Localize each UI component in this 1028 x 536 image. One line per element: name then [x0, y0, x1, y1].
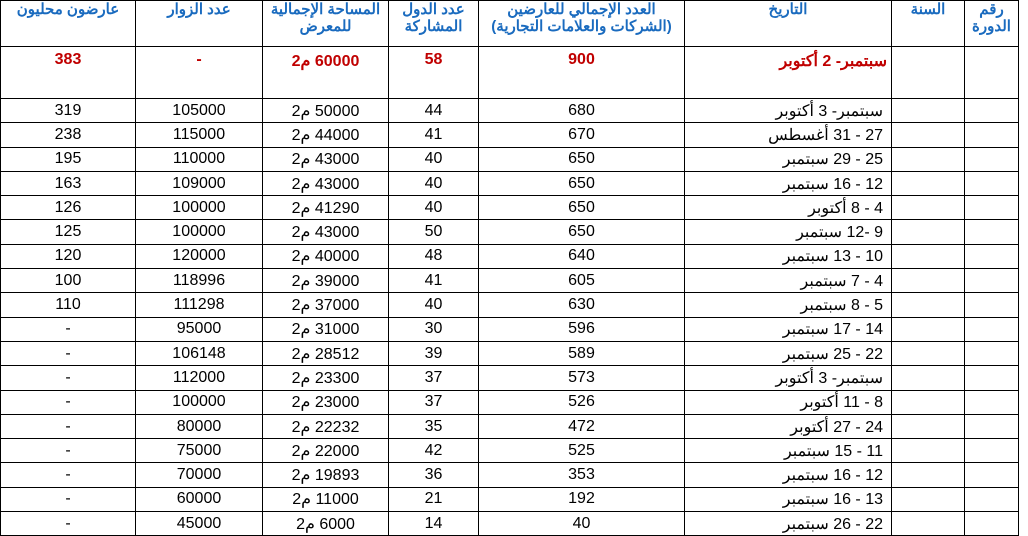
cell-date: سبتمبر- 2 أكتوبر [685, 47, 892, 99]
cell-session-no [965, 366, 1019, 390]
cell-area: 60000 م2 [263, 47, 389, 99]
cell-countries: 58 [389, 47, 479, 99]
cell-session-no [965, 244, 1019, 268]
cell-year [892, 171, 965, 195]
cell-session-no [965, 341, 1019, 365]
cell-exhibitors-total: 650 [479, 220, 685, 244]
cell-area: 6000 م2 [263, 512, 389, 536]
cell-year [892, 147, 965, 171]
cell-year [892, 220, 965, 244]
header-session-no: رقم الدورة [965, 1, 1019, 47]
cell-area: 50000 م2 [263, 99, 389, 123]
cell-visitors: - [136, 47, 263, 99]
cell-date: 25 - 29 سبتمبر [685, 147, 892, 171]
cell-visitors: 80000 [136, 414, 263, 438]
table-row [1, 414, 1019, 438]
table-row [1, 439, 1019, 463]
cell-session-no [965, 99, 1019, 123]
cell-countries: 40 [389, 196, 479, 220]
cell-session-no [965, 439, 1019, 463]
cell-visitors: 100000 [136, 220, 263, 244]
cell-visitors: 100000 [136, 196, 263, 220]
cell-exhibitors-total: 472 [479, 414, 685, 438]
cell-visitors: 105000 [136, 99, 263, 123]
cell-local-exhibitors: - [1, 414, 136, 438]
cell-exhibitors-total: 605 [479, 269, 685, 293]
cell-visitors: 109000 [136, 171, 263, 195]
cell-session-no [965, 171, 1019, 195]
highlight-row [1, 47, 1019, 99]
cell-year [892, 293, 965, 317]
cell-exhibitors-total: 650 [479, 196, 685, 220]
cell-countries: 36 [389, 463, 479, 487]
cell-visitors: 75000 [136, 439, 263, 463]
cell-year [892, 196, 965, 220]
cell-area: 44000 م2 [263, 123, 389, 147]
cell-session-no [965, 196, 1019, 220]
cell-countries: 50 [389, 220, 479, 244]
cell-countries: 37 [389, 390, 479, 414]
cell-date: 4 - 7 سبتمبر [685, 269, 892, 293]
cell-countries: 39 [389, 341, 479, 365]
table-row [1, 512, 1019, 536]
table-row [1, 99, 1019, 123]
cell-date: 8 - 11 أكتوبر [685, 390, 892, 414]
cell-year [892, 123, 965, 147]
cell-session-no [965, 293, 1019, 317]
cell-local-exhibitors: 163 [1, 171, 136, 195]
cell-visitors: 45000 [136, 512, 263, 536]
table-row [1, 341, 1019, 365]
header-row [1, 1, 1019, 47]
cell-exhibitors-total: 640 [479, 244, 685, 268]
cell-session-no [965, 512, 1019, 536]
cell-local-exhibitors: - [1, 390, 136, 414]
table-row [1, 244, 1019, 268]
cell-visitors: 118996 [136, 269, 263, 293]
cell-visitors: 115000 [136, 123, 263, 147]
cell-exhibitors-total: 650 [479, 171, 685, 195]
cell-year [892, 366, 965, 390]
cell-year [892, 244, 965, 268]
cell-date: 14 - 17 سبتمبر [685, 317, 892, 341]
table-row [1, 390, 1019, 414]
cell-exhibitors-total: 596 [479, 317, 685, 341]
header-local-exhibitors: عارضون محليون [1, 1, 136, 47]
cell-visitors: 106148 [136, 341, 263, 365]
cell-countries: 48 [389, 244, 479, 268]
cell-session-no [965, 390, 1019, 414]
cell-local-exhibitors: - [1, 317, 136, 341]
cell-countries: 14 [389, 512, 479, 536]
header-date: التاريخ [685, 1, 892, 47]
cell-session-no [965, 123, 1019, 147]
table-row [1, 196, 1019, 220]
cell-session-no [965, 269, 1019, 293]
cell-countries: 30 [389, 317, 479, 341]
cell-area: 43000 م2 [263, 147, 389, 171]
cell-area: 40000 م2 [263, 244, 389, 268]
cell-countries: 40 [389, 147, 479, 171]
cell-year [892, 463, 965, 487]
cell-area: 19893 م2 [263, 463, 389, 487]
cell-exhibitors-total: 353 [479, 463, 685, 487]
cell-year [892, 439, 965, 463]
cell-exhibitors-total: 630 [479, 293, 685, 317]
cell-date: 12 - 16 سبتمبر [685, 463, 892, 487]
cell-visitors: 120000 [136, 244, 263, 268]
cell-year [892, 341, 965, 365]
cell-session-no [965, 47, 1019, 99]
header-countries: عدد الدول المشاركة [389, 1, 479, 47]
header-visitors: عدد الزوار [136, 1, 263, 47]
cell-exhibitors-total: 525 [479, 439, 685, 463]
cell-date: 27 - 31 أغسطس [685, 123, 892, 147]
cell-date: 22 - 25 سبتمبر [685, 341, 892, 365]
cell-area: 23300 م2 [263, 366, 389, 390]
cell-local-exhibitors: 383 [1, 47, 136, 99]
cell-local-exhibitors: 125 [1, 220, 136, 244]
cell-local-exhibitors: - [1, 512, 136, 536]
table-row [1, 269, 1019, 293]
cell-year [892, 512, 965, 536]
cell-exhibitors-total: 589 [479, 341, 685, 365]
cell-area: 37000 م2 [263, 293, 389, 317]
cell-countries: 37 [389, 366, 479, 390]
cell-local-exhibitors: 100 [1, 269, 136, 293]
cell-area: 11000 م2 [263, 487, 389, 511]
cell-visitors: 95000 [136, 317, 263, 341]
table-row [1, 171, 1019, 195]
cell-year [892, 99, 965, 123]
cell-exhibitors-total: 680 [479, 99, 685, 123]
cell-local-exhibitors: 319 [1, 99, 136, 123]
cell-date: 10 - 13 سبتمبر [685, 244, 892, 268]
header-year: السنة [892, 1, 965, 47]
cell-area: 31000 م2 [263, 317, 389, 341]
cell-date: 22 - 26 سبتمبر [685, 512, 892, 536]
cell-local-exhibitors: 120 [1, 244, 136, 268]
cell-year [892, 47, 965, 99]
cell-visitors: 60000 [136, 487, 263, 511]
table-row [1, 147, 1019, 171]
cell-session-no [965, 317, 1019, 341]
cell-area: 43000 م2 [263, 220, 389, 244]
cell-date: 4 - 8 أكتوبر [685, 196, 892, 220]
cell-exhibitors-total: 40 [479, 512, 685, 536]
cell-exhibitors-total: 670 [479, 123, 685, 147]
cell-year [892, 414, 965, 438]
cell-local-exhibitors: 238 [1, 123, 136, 147]
cell-local-exhibitors: - [1, 487, 136, 511]
cell-date: 24 - 27 أكتوبر [685, 414, 892, 438]
table-row [1, 463, 1019, 487]
header-area: المساحة الإجمالية للمعرض [263, 1, 389, 47]
cell-date: 12 - 16 سبتمبر [685, 171, 892, 195]
cell-visitors: 112000 [136, 366, 263, 390]
cell-year [892, 390, 965, 414]
cell-local-exhibitors: - [1, 366, 136, 390]
cell-countries: 41 [389, 123, 479, 147]
cell-countries: 40 [389, 293, 479, 317]
cell-year [892, 487, 965, 511]
cell-exhibitors-total: 650 [479, 147, 685, 171]
cell-exhibitors-total: 573 [479, 366, 685, 390]
cell-session-no [965, 487, 1019, 511]
cell-area: 43000 م2 [263, 171, 389, 195]
cell-countries: 42 [389, 439, 479, 463]
cell-date: 13 - 16 سبتمبر [685, 487, 892, 511]
cell-visitors: 110000 [136, 147, 263, 171]
cell-local-exhibitors: - [1, 463, 136, 487]
cell-area: 22000 م2 [263, 439, 389, 463]
table-row [1, 293, 1019, 317]
cell-session-no [965, 414, 1019, 438]
cell-area: 41290 م2 [263, 196, 389, 220]
cell-countries: 44 [389, 99, 479, 123]
cell-local-exhibitors: 195 [1, 147, 136, 171]
cell-visitors: 100000 [136, 390, 263, 414]
cell-exhibitors-total: 192 [479, 487, 685, 511]
cell-year [892, 269, 965, 293]
cell-date: سبتمبر- 3 أكتوبر [685, 366, 892, 390]
cell-area: 22232 م2 [263, 414, 389, 438]
cell-date: سبتمبر- 3 أكتوبر [685, 99, 892, 123]
cell-session-no [965, 147, 1019, 171]
cell-countries: 21 [389, 487, 479, 511]
cell-session-no [965, 220, 1019, 244]
cell-date: 9 -12 سبتمبر [685, 220, 892, 244]
cell-countries: 41 [389, 269, 479, 293]
table-row [1, 366, 1019, 390]
table-row [1, 487, 1019, 511]
header-exhibitors-total: العدد الإجمالي للعارضين (الشركات والعلامات التجارية) [479, 1, 685, 47]
cell-local-exhibitors: - [1, 439, 136, 463]
cell-visitors: 70000 [136, 463, 263, 487]
cell-area: 39000 م2 [263, 269, 389, 293]
cell-date: 5 - 8 سبتمبر [685, 293, 892, 317]
cell-year [892, 317, 965, 341]
cell-local-exhibitors: 126 [1, 196, 136, 220]
cell-local-exhibitors: 110 [1, 293, 136, 317]
cell-area: 23000 م2 [263, 390, 389, 414]
cell-area: 28512 م2 [263, 341, 389, 365]
cell-countries: 35 [389, 414, 479, 438]
cell-exhibitors-total: 900 [479, 47, 685, 99]
table-row [1, 123, 1019, 147]
cell-visitors: 111298 [136, 293, 263, 317]
cell-session-no [965, 463, 1019, 487]
cell-date: 11 - 15 سبتمبر [685, 439, 892, 463]
cell-countries: 40 [389, 171, 479, 195]
cell-local-exhibitors: - [1, 341, 136, 365]
table-row [1, 317, 1019, 341]
cell-exhibitors-total: 526 [479, 390, 685, 414]
table-row [1, 220, 1019, 244]
